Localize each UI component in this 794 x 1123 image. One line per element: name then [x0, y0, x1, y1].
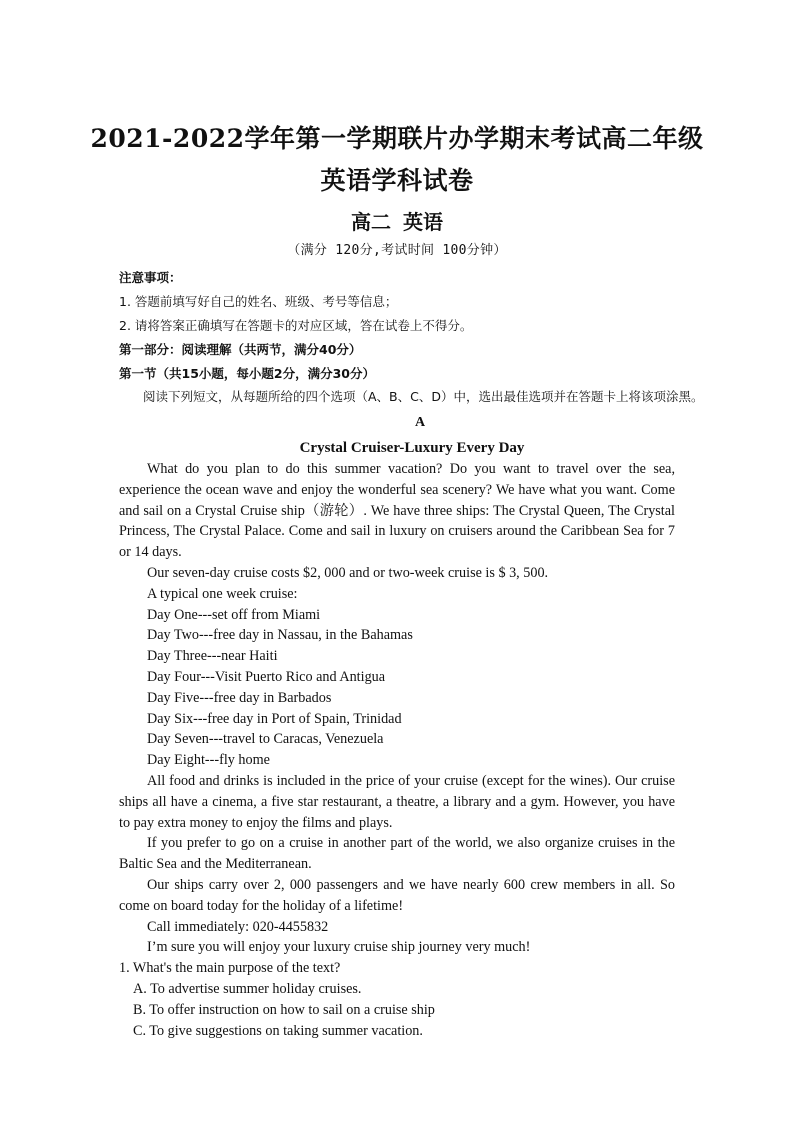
passage-title: Crystal Cruiser-Luxury Every Day — [299, 440, 525, 456]
passage-paragraph: If you prefer to go on a cruise in another part of the world, we also organize cruises in the Baltic Sea and the Mediterranean. — [119, 835, 675, 873]
subtitle-subject: 英语 — [403, 210, 443, 234]
exam-title-line2: 英语学科试卷 — [320, 166, 474, 195]
exam-title-line1: 2021-2022学年第一学期联片办学期末考试高二年级 — [90, 124, 704, 153]
passage-closing: I’m sure you will enjoy your luxury cruise ship journey very much! — [147, 939, 531, 956]
passage-letter: A — [414, 415, 426, 430]
subtitle-grade: 高二 — [351, 210, 391, 234]
passage-body — [119, 459, 675, 1041]
itinerary-intro: A typical one week cruise: — [147, 585, 298, 602]
question-option-c: C. To give suggestions on taking summer vacation. — [133, 1022, 423, 1039]
passage-paragraph: Our seven-day cruise costs $2, 000 and or two-week cruise is $ 3, 500. — [147, 564, 549, 581]
itinerary-item: Day Five---free day in Barbados — [147, 689, 332, 706]
itinerary-item: Day Seven---travel to Caracas, Venezuela — [147, 731, 384, 748]
passage-paragraph: What do you plan to do this summer vacation? Do you want to travel over the sea, experience the ocean wave and enjoy the wonderful sea scenery? We have what you want. Come and sail on a Crystal Cruise ship（游轮）. We have three ships: The Crystal Queen, The Crystal Princess, The Crystal Palace. Come and sail in luxury on cruisers around the Caribbean Sea for 7 or 14 days. — [119, 461, 675, 561]
notes-item: 2. 请将答案正确填写在答题卡的对应区域，答在试卷上不得分。 — [119, 318, 473, 333]
itinerary-item: Day Six---free day in Port of Spain, Trinidad — [147, 710, 402, 727]
exam-subtitle — [0, 208, 794, 236]
passage-paragraph: Our ships carry over 2, 000 passengers and we have nearly 600 crew members in all. So come on board today for the holiday of a lifetime! — [119, 876, 675, 914]
notes-heading: 注意事项： — [119, 270, 182, 285]
notes-item: 1. 答题前填写好自己的姓名、班级、考号等信息； — [119, 294, 398, 309]
itinerary-item: Day Four---Visit Puerto Rico and Antigua — [147, 668, 386, 685]
itinerary-item: Day One---set off from Miami — [147, 606, 321, 623]
reading-instruction: 阅读下列短文，从每题所给的四个选项（A、B、C、D）中，选出最佳选项并在答题卡上将该项涂黑。 — [143, 389, 704, 404]
part1-heading: 第一部分：阅读理解（共两节，满分40分） — [119, 342, 362, 357]
itinerary-item: Day Eight---fly home — [147, 752, 270, 769]
itinerary-item: Day Three---near Haiti — [147, 648, 278, 665]
score-time-note: （满分 120分,考试时间 100分钟） — [287, 243, 507, 258]
itinerary-item: Day Two---free day in Nassau, in the Bahamas — [147, 627, 413, 644]
passage-paragraph: All food and drinks is included in the price of your cruise (except for the wines). Our cruise ships all have a cinema, a five star restaurant, a theatre, a library and a gym. However, you have to pay extra money to enjoy the films and plays. — [119, 772, 675, 831]
passage-call: Call immediately: 020-4455832 — [147, 918, 329, 935]
question-option-b: B. To offer instruction on how to sail on a cruise ship — [133, 1001, 435, 1018]
section1-heading: 第一节（共15小题，每小题2分，满分30分） — [119, 366, 375, 381]
question-stem: 1. What's the main purpose of the text? — [119, 960, 341, 977]
question-option-a: A. To advertise summer holiday cruises. — [133, 980, 362, 997]
